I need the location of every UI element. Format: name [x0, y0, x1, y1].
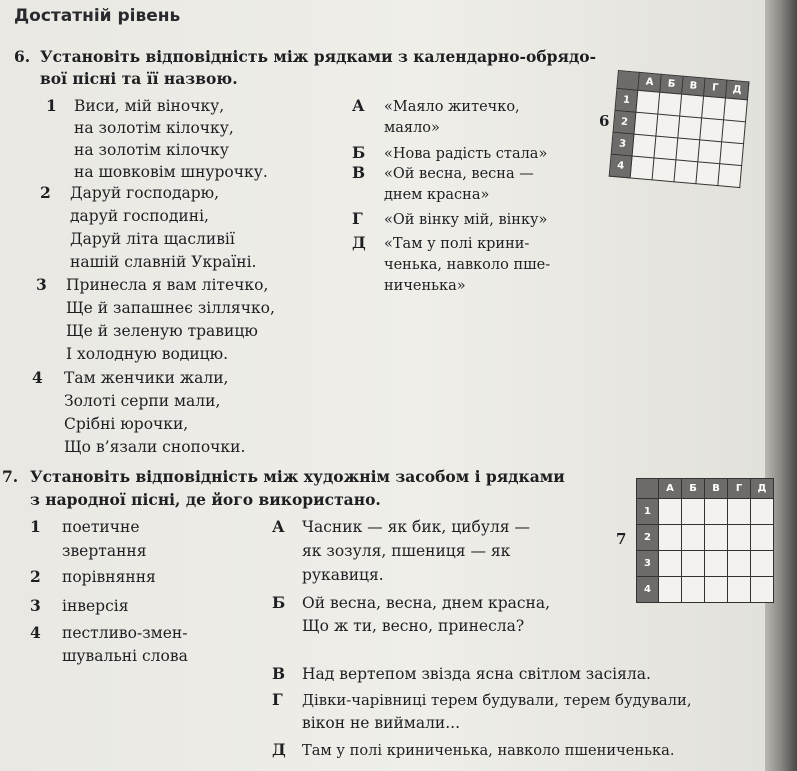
answer-cell[interactable] [636, 90, 660, 114]
answer-cell[interactable] [700, 118, 724, 142]
q7-option-line: Ой весна, весна, днем красна, [302, 594, 551, 612]
q6-item-line: даруй господині, [70, 207, 209, 225]
q6-item-line: І холодную водицю. [66, 345, 229, 363]
q7-answer-grid [636, 478, 774, 603]
q7-option-letter: Д [272, 740, 286, 759]
q7-item-line: пестливо-змен- [62, 624, 188, 642]
q6-item-line: Виси, мій віночку, [74, 97, 225, 115]
q6-option-line: маяло» [384, 120, 440, 136]
answer-cell[interactable] [698, 140, 722, 164]
grid-col-header: Г [704, 78, 727, 98]
q7-item-line: шувальні слова [62, 647, 188, 665]
q6-item-line: Даруй літа щасливії [70, 230, 235, 248]
grid-col-header: Д [725, 80, 748, 100]
q6-option-letter: А [352, 96, 365, 115]
q6-option-letter: Б [352, 143, 366, 162]
q7-item-number: 4 [30, 623, 41, 642]
answer-cell[interactable] [654, 136, 678, 160]
q6-item-line: Ще й запашнеє зіллячко, [66, 299, 275, 317]
answer-cell[interactable] [658, 92, 682, 116]
grid-row-header: 3 [637, 551, 659, 577]
q7-item-number: 1 [30, 517, 41, 536]
answer-cell[interactable] [728, 577, 751, 603]
grid-row-header: 1 [615, 88, 638, 112]
q6-item-line: на золотім кілочку, [74, 119, 234, 137]
q6-item-number: 1 [46, 96, 57, 115]
answer-cell[interactable] [722, 120, 746, 144]
answer-cell[interactable] [705, 577, 728, 603]
answer-cell[interactable] [674, 160, 698, 184]
grid-col-header: В [705, 479, 728, 499]
q7-option-line: Там у полі криниченька, навколо пшениченька. [302, 742, 675, 759]
q7-option-line: Часник — як бик, цибуля — [302, 518, 531, 536]
answer-cell[interactable] [728, 499, 751, 525]
q6-item-line: Принесла я вам літечко, [66, 276, 269, 294]
answer-cell[interactable] [720, 142, 744, 166]
grid-row-header: 3 [611, 132, 634, 156]
grid-col-header: Г [728, 479, 751, 499]
answer-cell[interactable] [630, 156, 654, 180]
q6-item-line: Золоті серпи мали, [64, 392, 221, 410]
grid-col-header: Д [751, 479, 774, 499]
q7-prompt-line1: Установіть відповідність між художнім засобом і рядками [30, 467, 565, 486]
q6-option-line: днем красна» [384, 187, 490, 203]
q7-grid-label: 7 [616, 530, 627, 548]
answer-cell[interactable] [682, 551, 705, 577]
grid-col-header: В [682, 76, 705, 96]
section-title: Достатній рівень [14, 6, 181, 26]
answer-cell[interactable] [724, 98, 748, 122]
answer-cell[interactable] [656, 114, 680, 138]
answer-cell[interactable] [659, 525, 682, 551]
answer-cell[interactable] [751, 551, 774, 577]
q6-option-line: ченька, навколо пше- [384, 257, 551, 273]
q7-item-line: поетичне [62, 518, 140, 536]
grid-row-header: 4 [637, 577, 659, 603]
answer-cell[interactable] [705, 499, 728, 525]
grid-col-header: Б [682, 479, 705, 499]
q6-item-line: Срібні юрочки, [64, 415, 189, 433]
grid-row-header: 1 [637, 499, 659, 525]
q7-item-number: 2 [30, 567, 41, 586]
grid-corner [617, 71, 639, 91]
answer-cell[interactable] [751, 499, 774, 525]
grid-row-header: 2 [637, 525, 659, 551]
answer-cell[interactable] [678, 116, 702, 140]
q7-option-line: рукавиця. [302, 566, 384, 584]
answer-cell[interactable] [680, 94, 704, 118]
q6-option-letter: В [352, 163, 366, 182]
q6-option-letter: Д [352, 233, 366, 252]
q6-option-letter: Г [352, 209, 363, 228]
q6-option-line: «Ой весна, весна — [384, 166, 534, 182]
q6-item-number: 3 [36, 275, 47, 294]
grid-corner [637, 479, 659, 499]
answer-cell[interactable] [702, 96, 726, 120]
q6-item-line: на золотім кілочку [74, 141, 229, 159]
q6-answer-grid [609, 70, 750, 188]
q7-option-line: Дівки-чарівниці терем будували, терем будували, [302, 692, 692, 709]
q6-option-line: «Нова радість стала» [384, 146, 548, 162]
q7-number: 7. [2, 467, 19, 486]
book-page-edge [765, 0, 797, 771]
answer-cell[interactable] [659, 577, 682, 603]
q7-item-line: порівняння [62, 568, 156, 586]
answer-cell[interactable] [696, 162, 720, 186]
q6-option-line: «Ой вінку мій, вінку» [384, 212, 548, 228]
q7-option-line: Що ж ти, весно, принесла? [302, 617, 525, 635]
q6-option-line: «Маяло житечко, [384, 99, 520, 115]
q6-item-line: Даруй господарю, [70, 184, 220, 202]
q6-option-line: ниченька» [384, 278, 466, 294]
grid-col-header: Б [660, 74, 683, 94]
grid-row-header: 4 [609, 154, 632, 178]
q6-number: 6. [14, 47, 31, 66]
q7-option-letter: Б [272, 593, 286, 612]
q6-prompt-line2: вої пісні та її назвою. [40, 69, 238, 88]
answer-cell[interactable] [659, 551, 682, 577]
answer-cell[interactable] [751, 577, 774, 603]
answer-cell[interactable] [751, 525, 774, 551]
q6-item-line: на шовковім шнурочку. [74, 163, 268, 181]
q6-item-number: 4 [32, 368, 43, 387]
answer-cell[interactable] [728, 551, 751, 577]
grid-row-header: 2 [613, 110, 636, 134]
q6-item-line: Що в’язали снопочки. [64, 438, 246, 456]
q7-option-line: як зозуля, пшениця — як [302, 542, 511, 560]
q6-prompt-line1: Установіть відповідність між рядками з календарно-обрядо- [40, 47, 597, 66]
q7-option-line: вікон не виймали... [302, 714, 461, 732]
q7-option-line: Над вертепом звізда ясна світлом засіяла. [302, 665, 651, 683]
q6-option-line: «Там у полі крини- [384, 236, 530, 252]
answer-cell[interactable] [718, 164, 742, 188]
answer-cell[interactable] [632, 134, 656, 158]
q7-prompt-line2: з народної пісні, де його використано. [30, 490, 381, 509]
answer-cell[interactable] [705, 525, 728, 551]
q6-item-line: нашій славній Україні. [70, 253, 257, 271]
q6-item-line: Ще й зеленую травицю [66, 322, 258, 340]
answer-cell[interactable] [682, 577, 705, 603]
answer-cell[interactable] [676, 138, 700, 162]
grid-col-header: А [638, 72, 661, 92]
answer-cell[interactable] [682, 499, 705, 525]
q6-item-number: 2 [40, 183, 51, 202]
answer-cell[interactable] [652, 158, 676, 182]
answer-cell[interactable] [634, 112, 658, 136]
q7-option-letter: Г [272, 690, 283, 709]
q6-grid-label: 6 [599, 112, 610, 130]
q7-item-number: 3 [30, 596, 41, 615]
q7-item-line: інверсія [62, 597, 129, 615]
answer-cell[interactable] [682, 525, 705, 551]
q7-item-line: звертання [62, 542, 147, 560]
q7-option-letter: А [272, 517, 285, 536]
answer-cell[interactable] [705, 551, 728, 577]
answer-cell[interactable] [728, 525, 751, 551]
grid-col-header: А [659, 479, 682, 499]
q6-item-line: Там женчики жали, [64, 369, 229, 387]
answer-cell[interactable] [659, 499, 682, 525]
q7-option-letter: В [272, 664, 286, 683]
